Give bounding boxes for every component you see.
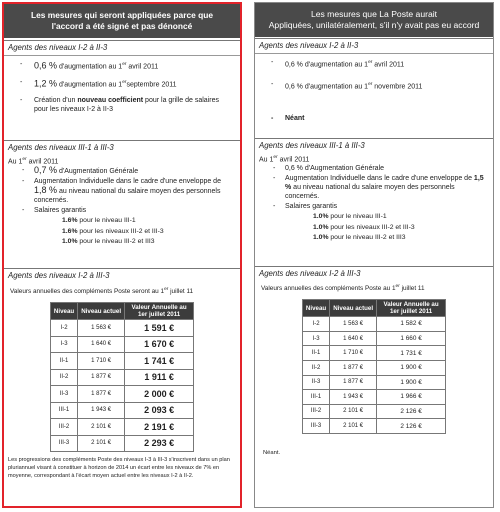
- table-row: [50, 419, 193, 436]
- left-s1-item1-sup: er: [122, 62, 127, 67]
- cell-valeur: 1 591 €: [125, 320, 194, 337]
- right-complements-table: [302, 299, 446, 434]
- table-row: [302, 404, 445, 419]
- cell-actuel: 1 710 €: [330, 346, 377, 361]
- right-section-levels-iii1-iii3: [255, 138, 493, 266]
- right-s1-item1-end: avril 2011: [372, 61, 405, 69]
- cell-niveau: II-3: [302, 375, 329, 390]
- cell-actuel: 1 710 €: [78, 353, 125, 370]
- left-s2-sal-row: [62, 237, 240, 248]
- right-s2-sal-text: pour les niveaux III-2 et III-3: [328, 223, 415, 231]
- left-s2-sal-row: [62, 227, 240, 238]
- left-header-line1: Les mesures qui seront appliquées parce que: [31, 10, 213, 20]
- left-s2-ag: [8, 166, 234, 176]
- cell-valeur: 1 731 €: [377, 346, 446, 361]
- cell-valeur: 1 900 €: [377, 375, 446, 390]
- right-s1-item1-text: d'augmentation au 1: [302, 61, 369, 69]
- cell-actuel: 1 563 €: [330, 317, 377, 332]
- cell-actuel: 1 640 €: [330, 331, 377, 346]
- col-header-niveau: Niveau: [50, 303, 77, 320]
- right-s2-sal-row: [313, 223, 493, 234]
- cell-actuel: 1 877 €: [330, 360, 377, 375]
- right-s2-sal-text: pour le niveau III-1: [328, 213, 387, 221]
- right-header: [255, 3, 493, 37]
- right-s2-ag-pct: 0,6 %: [285, 165, 303, 173]
- left-s2-ag-text: d'Augmentation Générale: [57, 168, 139, 176]
- cell-niveau: III-3: [50, 435, 77, 452]
- right-s3-intro: [255, 280, 493, 299]
- cell-valeur: 1 900 €: [377, 360, 446, 375]
- table-row: [302, 375, 445, 390]
- left-s2-sal-row: [62, 216, 240, 227]
- left-s1-item1: [8, 60, 234, 72]
- cell-actuel: 1 563 €: [78, 320, 125, 337]
- left-s2-list: [4, 166, 240, 215]
- table-row: [50, 402, 193, 419]
- cell-actuel: 1 877 €: [78, 386, 125, 403]
- cell-valeur: 1 582 €: [377, 317, 446, 332]
- left-s1-item3-a: Création d'un: [34, 96, 78, 104]
- cell-niveau: III-2: [302, 404, 329, 419]
- left-s1-item3-b: nouveau coefficient: [77, 96, 144, 104]
- right-s2-sal-text: pour le niveau III-2 et III3: [328, 234, 406, 242]
- cell-valeur: 2 000 €: [125, 386, 194, 403]
- cell-niveau: I-3: [50, 336, 77, 353]
- table-row: [302, 360, 445, 375]
- no-agreement-column: [254, 2, 494, 508]
- left-s2-ai: [8, 177, 234, 205]
- right-section-complements: [255, 266, 493, 507]
- cell-actuel: 2 101 €: [78, 435, 125, 452]
- right-s2-ai: [259, 174, 487, 201]
- cell-valeur: 2 093 €: [125, 402, 194, 419]
- cell-niveau: I-2: [50, 320, 77, 337]
- left-s1-item2-end: septembre 2011: [126, 81, 177, 89]
- cell-actuel: 2 101 €: [330, 419, 377, 434]
- right-s2-sal-pct: 1.0%: [313, 234, 329, 242]
- table-row: [302, 346, 445, 361]
- left-s2-ai-a: Augmentation Individuelle dans le cadre d'une enveloppe de: [34, 178, 221, 186]
- right-s3-intro-a: Valeurs annuelles des compléments Poste au 1: [261, 285, 396, 293]
- right-s2-ag-text: d'Augmentation Générale: [302, 165, 385, 173]
- left-s2-date-b: avril 2011: [26, 158, 59, 166]
- cell-actuel: 2 101 €: [78, 419, 125, 436]
- cell-valeur: 1 670 €: [125, 336, 194, 353]
- cell-niveau: II-2: [302, 360, 329, 375]
- left-s2-sal-pct: 1.6%: [62, 227, 78, 235]
- right-s2-salaries: [255, 212, 493, 244]
- cell-niveau: II-1: [302, 346, 329, 361]
- right-header-line2: Appliquées, unilatéralement, s'il n'y avait pas eu accord: [268, 20, 480, 30]
- right-s2-sal-row: [313, 212, 493, 223]
- table-row: [302, 331, 445, 346]
- table-row: [50, 369, 193, 386]
- cell-niveau: II-1: [50, 353, 77, 370]
- table-row: [50, 435, 193, 452]
- left-section-levels-i2-ii3: [4, 40, 240, 140]
- right-s1-item2-pct: 0,6 %: [285, 83, 303, 91]
- table-row: [302, 317, 445, 332]
- left-s2-ai-b: au niveau national du salaire moyen des personnels concernés.: [34, 188, 221, 205]
- cell-valeur: 1 911 €: [125, 369, 194, 386]
- left-s2-ag-pct: 0,7 %: [34, 165, 58, 176]
- right-s1-item2-end: novembre 2011: [372, 83, 423, 91]
- table-row: [302, 390, 445, 405]
- left-footnote: Les progressions des compléments Poste des niveaux I-3 à III-3 s'inscrivent dans un plan pluriannuel visant à constituer à horizon de 2014 un écart entre les niveaux de 7% en moyenne, correspondant à l'écart moyen actuel entre les niveaux I-2 à II-2.: [8, 457, 230, 480]
- cell-niveau: I-3: [302, 331, 329, 346]
- right-s1-item2-text: d'augmentation au 1: [302, 83, 369, 91]
- left-header-line2: l'accord a été signé et pas dénoncé: [51, 21, 193, 31]
- left-s1-item2: [8, 78, 234, 90]
- left-s2-title: Agents des niveaux III-1 à III-3: [8, 143, 114, 152]
- cell-niveau: II-2: [50, 369, 77, 386]
- right-s2-date-a: Au 1: [259, 156, 274, 164]
- cell-valeur: 1 966 €: [377, 390, 446, 405]
- cell-actuel: 1 640 €: [78, 336, 125, 353]
- right-s2-sal-pct: 1.0%: [313, 223, 329, 231]
- left-section-levels-iii1-iii3: [4, 140, 240, 268]
- right-s1-title: Agents des niveaux I-2 à II-3: [255, 39, 493, 54]
- left-s2-sal-pct: 1.6%: [62, 217, 78, 225]
- right-s1-item2-sup: er: [368, 81, 373, 87]
- left-s3-intro-sup: er: [164, 287, 169, 292]
- right-s2-ai-b: au niveau national du salaire moyen des personnels concernés.: [285, 184, 455, 201]
- right-s1-item3: - Néant: [259, 114, 487, 124]
- right-s1-item1: [259, 58, 487, 70]
- col-header-valeur: Valeur Annuelle au 1er juillet 2011: [377, 300, 446, 317]
- cell-valeur: 1 741 €: [125, 353, 194, 370]
- right-s2-ag: [259, 164, 487, 173]
- left-s2-sal-pct: 1.0%: [62, 238, 78, 246]
- table-header-row: [302, 300, 445, 317]
- left-s1-item2-text: d'augmentation au 1: [57, 81, 123, 89]
- cell-niveau: III-2: [50, 419, 77, 436]
- signed-agreement-column: [2, 2, 242, 508]
- right-section-levels-i2-ii3: [255, 38, 493, 138]
- table-row: [50, 353, 193, 370]
- left-s2-ai-pct: 1,8 %: [34, 185, 58, 196]
- left-s1-item1-pct: 0,6 %: [34, 60, 58, 71]
- right-s1-item1-pct: 0,6 %: [285, 61, 303, 69]
- right-s3-intro-sup: er: [395, 284, 400, 289]
- left-s1-item3: [8, 96, 234, 115]
- left-s3-intro-a: Valeurs annuelles des compléments Poste seront au 1: [10, 288, 165, 296]
- left-s3-intro: [4, 283, 240, 302]
- right-s2-date-sup: er: [273, 155, 278, 160]
- cell-actuel: 2 101 €: [330, 404, 377, 419]
- left-s2-sal-text: pour le niveau III-2 et III3: [77, 238, 155, 246]
- left-s1-list: [4, 60, 240, 115]
- right-table-body: [302, 317, 445, 434]
- col-header-actuel: Niveau actuel: [330, 300, 377, 317]
- left-s2-sal-text: pour le niveau III-1: [77, 217, 136, 225]
- cell-valeur: 2 293 €: [125, 435, 194, 452]
- cell-valeur: 2 191 €: [125, 419, 194, 436]
- left-s1-item2-pct: 1,2 %: [34, 78, 58, 89]
- right-footnote: Néant.: [263, 449, 281, 456]
- cell-actuel: 1 943 €: [78, 402, 125, 419]
- right-s3-intro-b: juillet 11: [399, 285, 425, 293]
- right-s2-list: [255, 164, 493, 211]
- right-s3-title: Agents des niveaux I-2 à III-3: [259, 269, 361, 278]
- cell-niveau: I-2: [302, 317, 329, 332]
- cell-valeur: 1 660 €: [377, 331, 446, 346]
- right-s1-item1-sup: er: [368, 60, 373, 65]
- right-s1-list: [255, 58, 493, 123]
- left-s3-title: Agents des niveaux I-2 à III-3: [8, 271, 110, 280]
- right-header-line1: Les mesures que La Poste aurait: [310, 9, 438, 19]
- cell-niveau: III-1: [302, 390, 329, 405]
- right-s2-title: Agents des niveaux III-1 à III-3: [259, 141, 365, 150]
- left-s1-title: Agents des niveaux I-2 à II-3: [4, 41, 240, 56]
- left-header: [4, 4, 240, 38]
- right-s2-ai-pct: 1,5 %: [285, 175, 484, 192]
- cell-actuel: 1 943 €: [330, 390, 377, 405]
- left-s2-salaries: [4, 216, 240, 248]
- col-header-valeur: Valeur Annuelle au 1er juillet 2011: [125, 303, 194, 320]
- col-header-niveau: Niveau: [302, 300, 329, 317]
- cell-valeur: 2 126 €: [377, 419, 446, 434]
- left-s1-item3-c: pour la grille de salaires pour les niveaux I-2 à II-3: [34, 96, 219, 114]
- left-s1-item1-text: d'augmentation au 1: [57, 63, 123, 71]
- cell-actuel: 1 877 €: [330, 375, 377, 390]
- cell-niveau: III-3: [302, 419, 329, 434]
- left-section-complements: [4, 268, 240, 506]
- left-s1-item1-end: avril 2011: [126, 63, 159, 71]
- left-s2-sal-text: pour les niveaux III-2 et III-3: [77, 227, 164, 235]
- left-complements-table: [50, 302, 194, 452]
- left-s1-item2-sup: er: [122, 79, 127, 85]
- right-s2-sal-row: [313, 233, 493, 244]
- right-s2-date: [255, 153, 493, 164]
- right-s2-date-b: avril 2011: [277, 156, 310, 164]
- left-s2-sal-label: - Salaires garantis: [8, 206, 234, 215]
- left-s3-intro-b: juillet 11: [168, 288, 194, 296]
- right-s2-ai-a: Augmentation Individuelle dans le cadre d'une enveloppe de: [285, 175, 474, 183]
- col-header-actuel: Niveau actuel: [78, 303, 125, 320]
- left-s2-date-sup: er: [22, 157, 27, 162]
- left-table-body: [50, 320, 193, 452]
- right-s1-item2: [259, 80, 487, 92]
- right-s2-sal-pct: 1.0%: [313, 213, 329, 221]
- table-row: [302, 419, 445, 434]
- cell-actuel: 1 877 €: [78, 369, 125, 386]
- cell-valeur: 2 126 €: [377, 404, 446, 419]
- table-row: [50, 386, 193, 403]
- table-row: [50, 320, 193, 337]
- right-s2-sal-label: - Salaires garantis: [259, 202, 487, 211]
- table-header-row: [50, 303, 193, 320]
- cell-niveau: III-1: [50, 402, 77, 419]
- left-s2-date-a: Au 1: [8, 158, 23, 166]
- table-row: [50, 336, 193, 353]
- cell-niveau: II-3: [50, 386, 77, 403]
